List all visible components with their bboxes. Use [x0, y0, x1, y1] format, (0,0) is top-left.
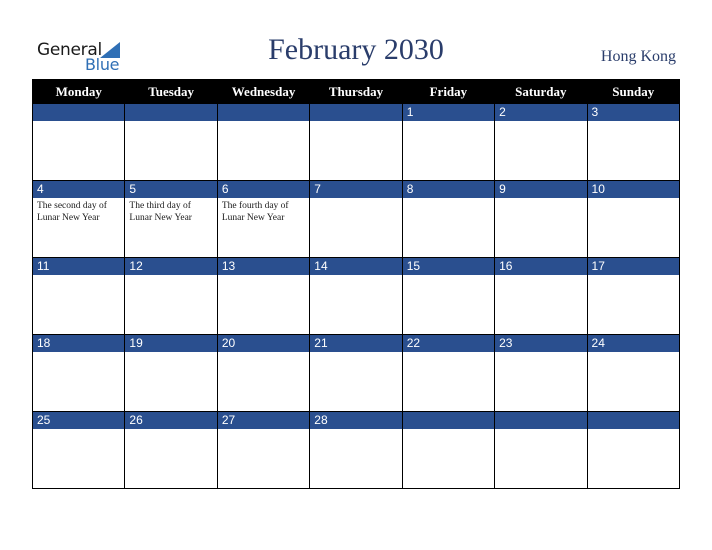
- day-number: 23: [495, 335, 586, 353]
- holiday-note: [125, 122, 216, 124]
- day-cell: [33, 412, 125, 489]
- holiday-note: [495, 430, 586, 432]
- day-number: 9: [495, 181, 586, 199]
- day-cell: [33, 104, 125, 181]
- day-cell: [402, 258, 494, 335]
- weekday-header: Friday: [402, 80, 494, 104]
- holiday-note: [588, 199, 679, 201]
- holiday-note: [33, 122, 124, 124]
- day-cell: [310, 258, 402, 335]
- day-cell: [33, 258, 125, 335]
- day-number: 14: [310, 258, 401, 276]
- day-number: 16: [495, 258, 586, 276]
- holiday-note: [218, 122, 309, 124]
- holiday-note: [218, 353, 309, 355]
- day-cell: [125, 181, 217, 258]
- weekday-header: Tuesday: [125, 80, 217, 104]
- holiday-note: [495, 199, 586, 201]
- holiday-note: The second day of Lunar New Year: [37, 201, 107, 223]
- day-cell: [495, 335, 587, 412]
- day-number: 28: [310, 412, 401, 430]
- day-number: 5: [125, 181, 216, 199]
- week-row: [33, 258, 680, 335]
- week-row: [33, 104, 680, 181]
- day-cell: [217, 181, 309, 258]
- day-cell: [402, 412, 494, 489]
- weekday-header: Saturday: [495, 80, 587, 104]
- holiday-note: [218, 430, 309, 432]
- day-number: [588, 412, 679, 430]
- day-cell: [217, 104, 309, 181]
- weekday-header-row: [33, 80, 680, 104]
- day-cell: [310, 104, 402, 181]
- day-cell: [217, 412, 309, 489]
- day-number: 24: [588, 335, 679, 353]
- day-number: 7: [310, 181, 401, 199]
- holiday-note: [125, 353, 216, 355]
- day-number: [403, 412, 494, 430]
- day-cell: [402, 335, 494, 412]
- day-cell: [33, 181, 125, 258]
- day-cell: [125, 335, 217, 412]
- week-row: [33, 335, 680, 412]
- day-number: 19: [125, 335, 216, 353]
- holiday-note: [218, 276, 309, 278]
- holiday-note: [403, 199, 494, 201]
- day-cell: [33, 335, 125, 412]
- day-number: 1: [403, 104, 494, 122]
- day-number: 26: [125, 412, 216, 430]
- holiday-note: The fourth day of Lunar New Year: [221, 201, 289, 223]
- day-number: [495, 412, 586, 430]
- holiday-note: [495, 122, 586, 124]
- month-calendar: [32, 79, 680, 489]
- day-cell: [587, 412, 679, 489]
- day-number: 15: [403, 258, 494, 276]
- day-cell: [587, 104, 679, 181]
- day-cell: [402, 104, 494, 181]
- holiday-note: [33, 353, 124, 355]
- day-number: [125, 104, 216, 122]
- day-number: 22: [403, 335, 494, 353]
- day-number: 20: [218, 335, 309, 353]
- holiday-note: [588, 122, 679, 124]
- region-label: Hong Kong: [600, 48, 676, 65]
- day-number: 10: [588, 181, 679, 199]
- day-number: [310, 104, 401, 122]
- holiday-note: [495, 353, 586, 355]
- day-cell: [587, 335, 679, 412]
- day-number: 2: [495, 104, 586, 122]
- holiday-note: [310, 199, 401, 201]
- day-cell: [125, 412, 217, 489]
- day-number: 3: [588, 104, 679, 122]
- day-number: 6: [218, 181, 309, 199]
- day-cell: [217, 335, 309, 412]
- day-cell: [310, 181, 402, 258]
- day-cell: [125, 258, 217, 335]
- day-number: 8: [403, 181, 494, 199]
- day-cell: [495, 104, 587, 181]
- holiday-note: [588, 353, 679, 355]
- logo-text-general: General: [37, 40, 102, 60]
- week-row: [33, 412, 680, 489]
- holiday-note: [33, 276, 124, 278]
- day-number: 11: [33, 258, 124, 276]
- day-cell: [495, 412, 587, 489]
- day-number: 4: [33, 181, 124, 199]
- day-cell: [402, 181, 494, 258]
- day-cell: [310, 412, 402, 489]
- weekday-header: Sunday: [587, 80, 679, 104]
- holiday-note: [310, 276, 401, 278]
- holiday-note: [403, 276, 494, 278]
- holiday-note: [125, 276, 216, 278]
- holiday-note: [125, 430, 216, 432]
- day-cell: [495, 181, 587, 258]
- day-cell: [125, 104, 217, 181]
- day-cell: [587, 258, 679, 335]
- holiday-note: [403, 353, 494, 355]
- day-number: [33, 104, 124, 122]
- holiday-note: [588, 430, 679, 432]
- logo-text-blue: Blue: [85, 55, 120, 74]
- holiday-note: [403, 122, 494, 124]
- holiday-note: [310, 353, 401, 355]
- week-row: [33, 181, 680, 258]
- day-number: [218, 104, 309, 122]
- day-cell: [495, 258, 587, 335]
- day-number: 17: [588, 258, 679, 276]
- day-number: 27: [218, 412, 309, 430]
- holiday-note: The third day of Lunar New Year: [129, 201, 192, 223]
- weekday-header: Thursday: [310, 80, 402, 104]
- calendar-title: February 2030: [268, 33, 444, 66]
- day-number: 13: [218, 258, 309, 276]
- holiday-note: [588, 276, 679, 278]
- holiday-note: [33, 430, 124, 432]
- day-cell: [587, 181, 679, 258]
- holiday-note: [495, 276, 586, 278]
- holiday-note: [403, 430, 494, 432]
- day-number: 21: [310, 335, 401, 353]
- holiday-note: [310, 430, 401, 432]
- day-cell: [310, 335, 402, 412]
- day-number: 18: [33, 335, 124, 353]
- weekday-header: Wednesday: [217, 80, 309, 104]
- day-number: 25: [33, 412, 124, 430]
- holiday-note: [310, 122, 401, 124]
- weekday-header: Monday: [33, 80, 125, 104]
- day-cell: [217, 258, 309, 335]
- day-number: 12: [125, 258, 216, 276]
